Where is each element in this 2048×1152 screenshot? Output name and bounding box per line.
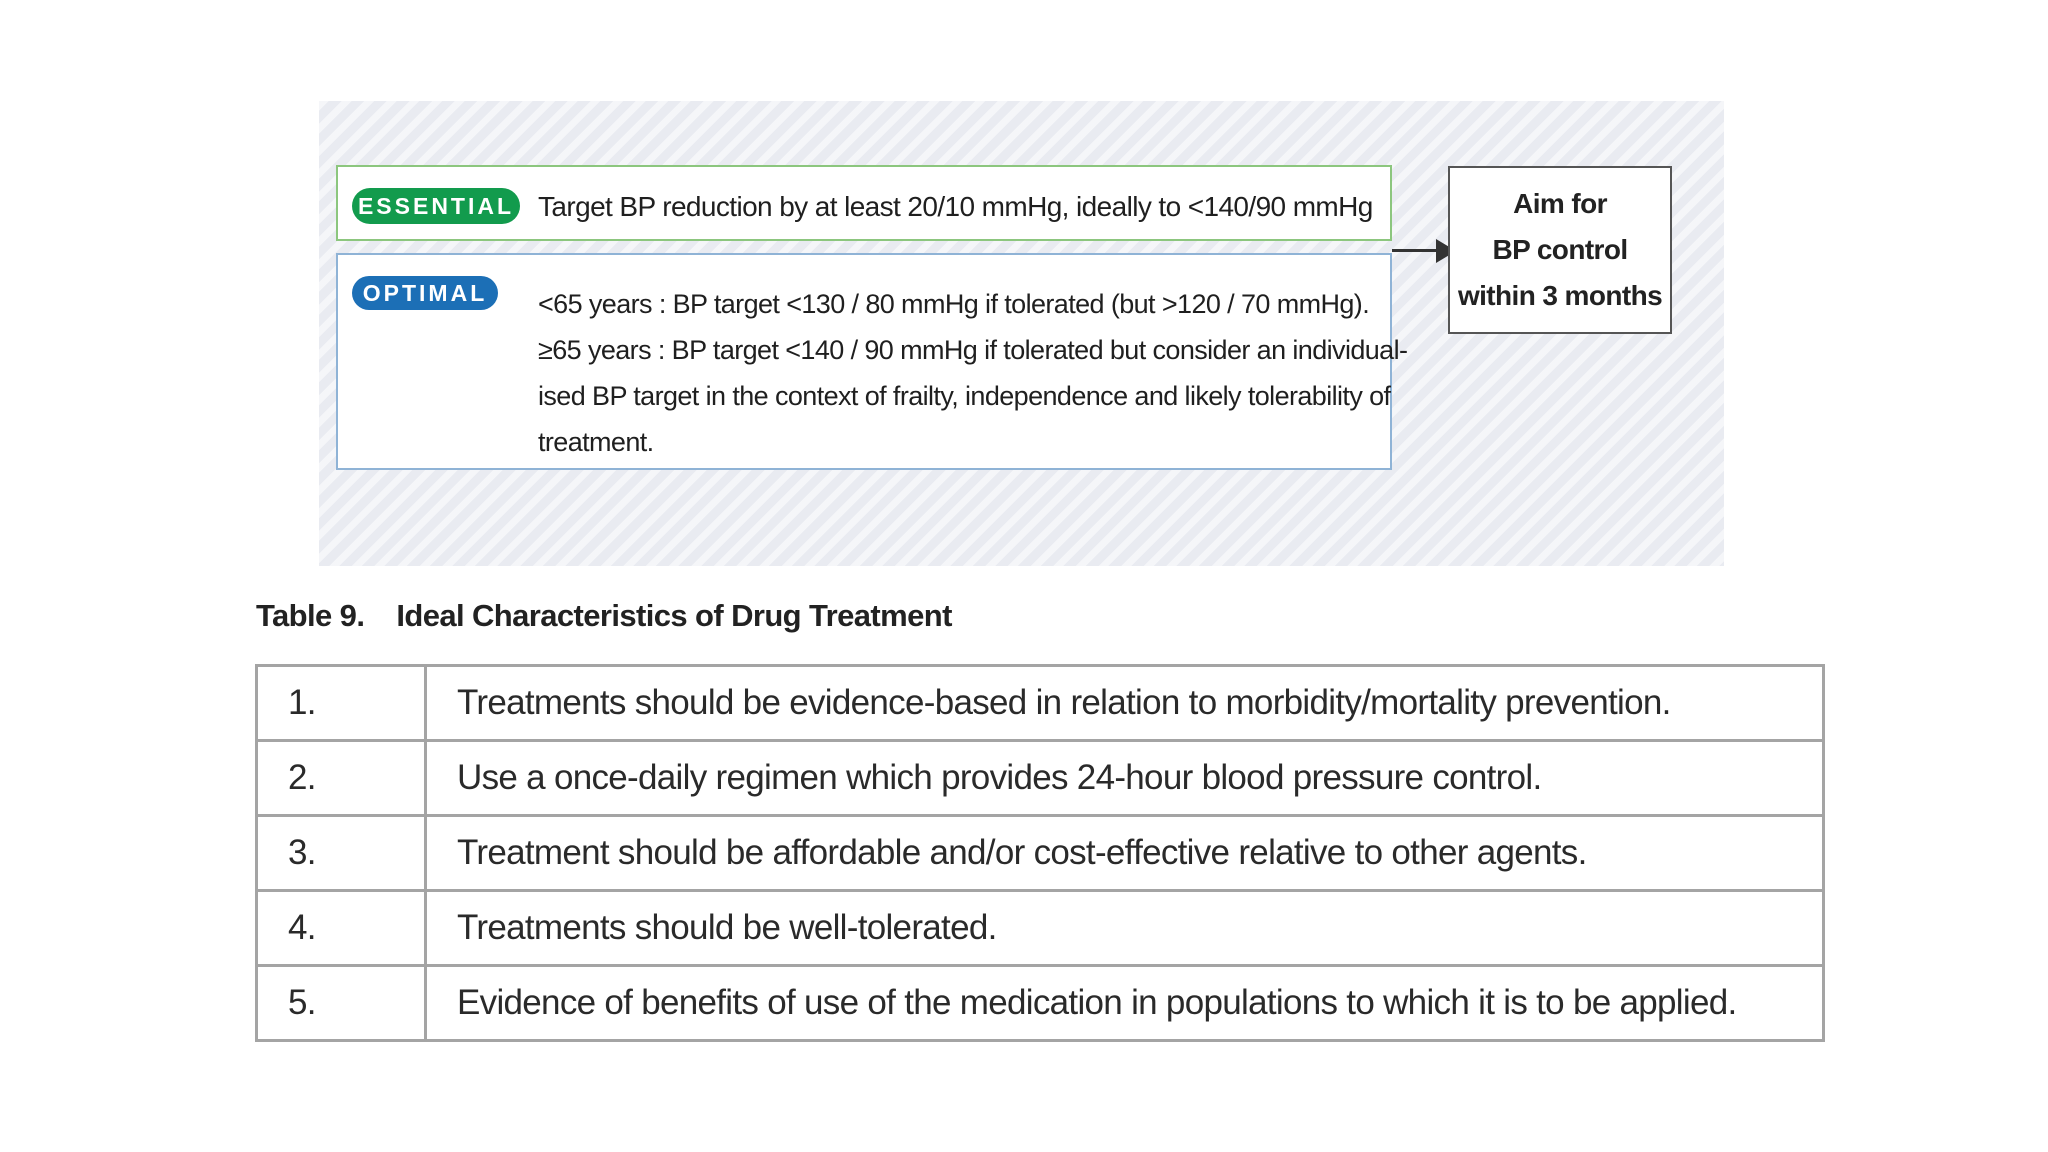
- row-number: 5.: [257, 966, 426, 1041]
- optimal-badge: OPTIMAL: [352, 276, 498, 310]
- row-number: 4.: [257, 891, 426, 966]
- optimal-line: ised BP target in the context of frailty, independence and likely tolerability of: [538, 381, 1391, 411]
- essential-box: [336, 165, 1392, 241]
- table-row: [257, 816, 1824, 891]
- row-text: Evidence of benefits of use of the medication in populations to which it is to be applied.: [426, 966, 1824, 1041]
- table-row: [257, 891, 1824, 966]
- essential-text: Target BP reduction by at least 20/10 mmHg, ideally to <140/90 mmHg: [538, 191, 1373, 222]
- optimal-line: <65 years : BP target <130 / 80 mmHg if tolerated (but >120 / 70 mmHg).: [538, 289, 1370, 319]
- row-number: 3.: [257, 816, 426, 891]
- essential-badge: ESSENTIAL: [352, 188, 520, 224]
- aim-line: Aim for: [1513, 188, 1607, 219]
- aim-line: BP control: [1492, 234, 1628, 265]
- optimal-line: treatment.: [538, 427, 654, 457]
- table-row: [257, 966, 1824, 1041]
- table-caption: [256, 598, 952, 634]
- row-text: Use a once-daily regimen which provides 24-hour blood pressure control.: [426, 741, 1824, 816]
- row-text: Treatment should be affordable and/or cost-effective relative to other agents.: [426, 816, 1824, 891]
- row-text: Treatments should be evidence-based in relation to morbidity/mortality prevention.: [426, 666, 1824, 741]
- bp-target-panel: [319, 101, 1724, 566]
- connector-line: [1392, 249, 1440, 252]
- table-row: [257, 741, 1824, 816]
- optimal-line: ≥65 years : BP target <140 / 90 mmHg if tolerated but consider an individual-: [538, 335, 1408, 365]
- characteristics-table: [255, 664, 1825, 1042]
- optimal-text: [538, 281, 1408, 465]
- table-caption-title: Ideal Characteristics of Drug Treatment: [396, 598, 952, 633]
- table-row: [257, 666, 1824, 741]
- row-number: 1.: [257, 666, 426, 741]
- row-number: 2.: [257, 741, 426, 816]
- table-caption-label: Table 9.: [256, 598, 365, 633]
- aim-box: [1448, 166, 1672, 334]
- aim-line: within 3 months: [1457, 280, 1663, 311]
- row-text: Treatments should be well-tolerated.: [426, 891, 1824, 966]
- optimal-box: [336, 253, 1408, 470]
